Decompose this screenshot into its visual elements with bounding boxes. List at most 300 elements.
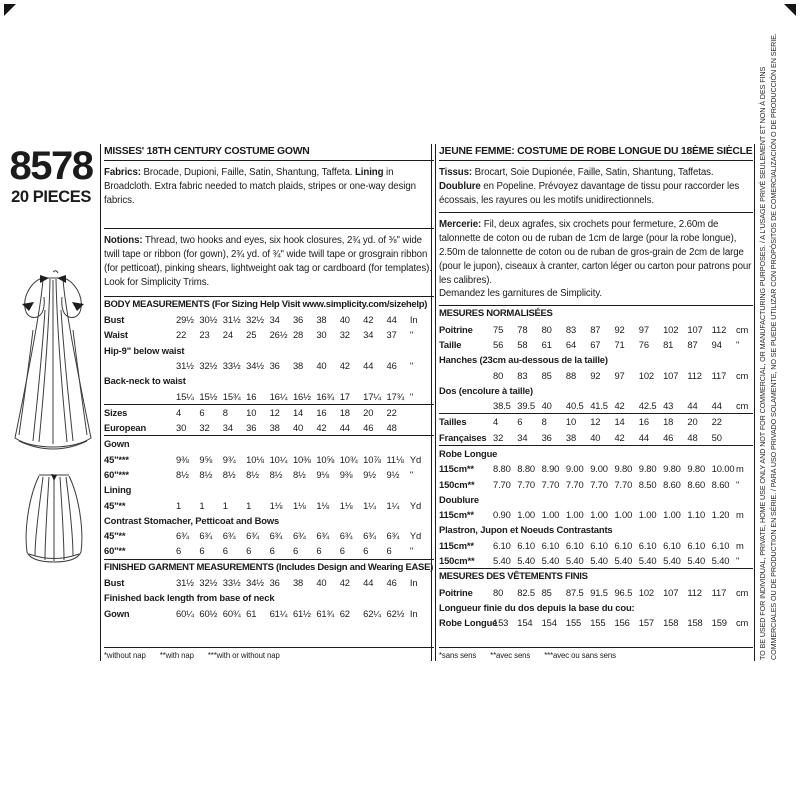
row-value: 78 bbox=[517, 323, 528, 335]
row-value: 44 bbox=[711, 400, 722, 412]
mercerie-demandez-line: Demandez les garnitures de Simplicity. bbox=[439, 288, 602, 300]
row-value: 38 bbox=[565, 431, 577, 443]
row-value: 9.80 bbox=[687, 463, 706, 475]
row-value: 61¾ bbox=[316, 607, 335, 619]
row-value: 34 bbox=[517, 431, 528, 443]
row-value: 26½ bbox=[269, 329, 288, 341]
row-label: 45"** bbox=[104, 530, 126, 542]
row-value: 40 bbox=[590, 431, 601, 443]
row-value: 40 bbox=[339, 314, 350, 326]
row-value: 62 bbox=[339, 607, 350, 619]
row-value: 16 bbox=[638, 416, 649, 428]
row-value: 6 bbox=[316, 545, 322, 557]
row-value: 40 bbox=[316, 577, 327, 589]
row-label: Françaises bbox=[439, 431, 487, 443]
row-value: 20 bbox=[363, 406, 374, 418]
row-value: 6¾ bbox=[316, 530, 330, 542]
row-value: 30½ bbox=[199, 314, 218, 326]
table-section: MESURES NORMALISÉES bbox=[439, 305, 753, 321]
row-value: 5.40 bbox=[493, 555, 511, 567]
table-subhead: Doublure bbox=[439, 493, 479, 505]
row-value: 9.00 bbox=[590, 463, 608, 475]
row-value: 42 bbox=[316, 422, 327, 434]
row-value: 32½ bbox=[246, 314, 264, 326]
row-value: 6.10 bbox=[663, 539, 681, 551]
row-value: 85 bbox=[541, 586, 552, 598]
row-value: 32 bbox=[339, 329, 350, 341]
row-value: 16¾ bbox=[316, 390, 335, 402]
row-value: 6.10 bbox=[590, 539, 608, 551]
row-value: 10.00 bbox=[711, 463, 735, 475]
row-value: 34 bbox=[363, 329, 374, 341]
french-title: JEUNE FEMME: COSTUME DE ROBE LONGUE DU 18ÈME SIÈCLE bbox=[439, 146, 753, 161]
row-value: 12 bbox=[590, 416, 601, 428]
row-unit: " bbox=[409, 545, 414, 557]
table-subhead: Dos (encolure à taille) bbox=[439, 384, 533, 396]
row-value: 9.80 bbox=[663, 463, 681, 475]
row-value: 6 bbox=[199, 406, 205, 418]
row-value: 32 bbox=[199, 422, 210, 434]
row-value: 9⅜ bbox=[176, 453, 189, 465]
row-value: 96.5 bbox=[614, 586, 633, 598]
tissus-lead: Tissus: bbox=[439, 167, 473, 178]
row-value: 42 bbox=[614, 431, 625, 443]
row-value: 1¼ bbox=[386, 499, 400, 511]
row-value: 12 bbox=[269, 406, 280, 418]
row-value: 8 bbox=[222, 406, 228, 418]
row-unit: cm bbox=[735, 617, 749, 629]
row-value: 8.60 bbox=[663, 478, 681, 490]
row-value: 58 bbox=[517, 338, 528, 350]
table-row bbox=[104, 327, 434, 342]
row-value: 75 bbox=[493, 323, 504, 335]
row-value: 44 bbox=[363, 359, 374, 371]
table-subhead: Gown bbox=[104, 435, 434, 451]
row-value: 4 bbox=[176, 406, 182, 418]
row-value: 10 bbox=[565, 416, 577, 428]
row-value: 94 bbox=[711, 338, 722, 350]
row-value: 14 bbox=[614, 416, 625, 428]
table-row bbox=[439, 461, 753, 476]
row-value: 1.00 bbox=[517, 509, 535, 521]
row-value: 22 bbox=[176, 329, 187, 341]
row-value: 31½ bbox=[222, 314, 241, 326]
row-value: 5.40 bbox=[614, 555, 633, 567]
row-value: 80 bbox=[493, 586, 504, 598]
row-value: 38 bbox=[316, 314, 327, 326]
row-value: 9.80 bbox=[638, 463, 657, 475]
row-value: 6.10 bbox=[687, 539, 706, 551]
row-value: 8½ bbox=[176, 468, 189, 480]
table-row bbox=[104, 528, 434, 543]
row-value: 6 bbox=[517, 416, 523, 428]
row-value: 33½ bbox=[222, 359, 241, 371]
row-value: 50 bbox=[711, 431, 722, 443]
row-unit: cm bbox=[735, 369, 749, 381]
row-value: 38 bbox=[292, 577, 304, 589]
row-value: 97 bbox=[638, 323, 649, 335]
row-value: 29½ bbox=[176, 314, 194, 326]
row-unit: cm bbox=[735, 400, 749, 412]
row-value: 67 bbox=[590, 338, 601, 350]
row-value: 41.5 bbox=[590, 400, 608, 412]
pattern-number: 8578 bbox=[9, 144, 93, 188]
row-label: 115cm** bbox=[439, 539, 474, 551]
row-value: 80 bbox=[541, 323, 552, 335]
table-row bbox=[439, 367, 753, 382]
gown-back-view-drawing bbox=[9, 270, 97, 458]
row-value: 7.70 bbox=[590, 478, 608, 490]
table-subhead: Robe Longue bbox=[439, 445, 753, 461]
table-subhead: Hip-9" below waist bbox=[104, 344, 185, 356]
row-value: 159 bbox=[711, 617, 727, 629]
row-value: 9.00 bbox=[565, 463, 584, 475]
row-unit: In bbox=[409, 577, 418, 589]
row-value: 28 bbox=[292, 329, 304, 341]
footnote-item: ***avec ou sans sens bbox=[544, 651, 616, 660]
row-unit: m bbox=[735, 463, 744, 475]
row-value: 10¼ bbox=[269, 453, 288, 465]
row-value: 0.90 bbox=[493, 509, 511, 521]
row-value: 6¾ bbox=[269, 530, 283, 542]
row-value: 36 bbox=[541, 431, 552, 443]
row-value: 17¾ bbox=[386, 390, 405, 402]
row-value: 43 bbox=[663, 400, 674, 412]
row-value: 6¾ bbox=[292, 530, 306, 542]
row-value: 42 bbox=[363, 314, 374, 326]
row-value: 6.10 bbox=[565, 539, 584, 551]
row-value: 38.5 bbox=[493, 400, 511, 412]
fabrics-lead: Fabrics: bbox=[104, 167, 141, 178]
row-unit: Yd bbox=[409, 453, 422, 465]
row-value: 38 bbox=[269, 422, 280, 434]
row-value: 1⅛ bbox=[316, 499, 330, 511]
row-value: 46 bbox=[363, 422, 374, 434]
row-value: 22 bbox=[386, 406, 397, 418]
table-subhead: Longueur finie du dos depuis la base du cou: bbox=[439, 601, 635, 613]
row-label: 60"*** bbox=[104, 468, 129, 480]
row-value: 92 bbox=[614, 323, 625, 335]
row-value: 76 bbox=[638, 338, 649, 350]
row-value: 17¼ bbox=[363, 390, 381, 402]
row-value: 6 bbox=[199, 545, 205, 557]
table-row bbox=[439, 615, 753, 630]
row-value: 38 bbox=[292, 359, 304, 371]
row-value: 60¾ bbox=[222, 607, 241, 619]
row-unit: m bbox=[735, 539, 744, 551]
row-value: 10⅞ bbox=[363, 453, 381, 465]
row-value: 8½ bbox=[292, 468, 306, 480]
row-value: 102 bbox=[663, 323, 679, 335]
row-label: 150cm** bbox=[439, 555, 475, 567]
row-value: 32½ bbox=[199, 577, 218, 589]
row-value: 30 bbox=[176, 422, 187, 434]
row-value: 9¾ bbox=[222, 453, 236, 465]
row-unit: " bbox=[735, 555, 740, 567]
table-row bbox=[439, 476, 753, 491]
row-value: 102 bbox=[638, 586, 654, 598]
row-value: 24 bbox=[222, 329, 233, 341]
row-value: 39.5 bbox=[517, 400, 535, 412]
row-value: 8 bbox=[541, 416, 547, 428]
table-row bbox=[439, 413, 753, 429]
table-row bbox=[104, 606, 434, 621]
row-unit: " bbox=[409, 329, 414, 341]
row-label: Gown bbox=[104, 607, 130, 619]
row-value: 6 bbox=[222, 545, 228, 557]
row-value: 8.60 bbox=[711, 478, 730, 490]
row-value: 44 bbox=[638, 431, 649, 443]
row-value: 16 bbox=[246, 390, 257, 402]
row-value: 6¾ bbox=[386, 530, 400, 542]
footnote-item: **avec sens bbox=[490, 651, 531, 660]
table-row bbox=[439, 507, 753, 522]
row-value: 5.40 bbox=[590, 555, 608, 567]
mercerie-text: Fil, deux agrafes, six crochets pour fermeture, 2.60m de talonnette de coton ou de ruban de 1cm de large (pour la robe longue), 2.50m de talonnette de coton ou de ruban de gros-grain de 2cm de large (pour le jupon), ciseaux à cranter, carton léger ou carton pour patrons pour les calibres). bbox=[439, 219, 752, 286]
french-footnote bbox=[439, 647, 753, 660]
row-value: 44 bbox=[687, 400, 698, 412]
footnote-item: **with nap bbox=[159, 651, 194, 660]
row-value: 82.5 bbox=[517, 586, 535, 598]
row-value: 42 bbox=[339, 577, 350, 589]
row-unit: " bbox=[409, 468, 414, 480]
row-value: 9½ bbox=[386, 468, 400, 480]
petticoat-back-view-drawing bbox=[21, 468, 87, 564]
french-column bbox=[439, 146, 753, 660]
row-value: 1.00 bbox=[638, 509, 657, 521]
row-value: 6.10 bbox=[638, 539, 657, 551]
row-value: 64 bbox=[565, 338, 577, 350]
row-label: European bbox=[104, 422, 147, 434]
tissus-text: Brocart, Soie Dupionée, Faille, Satin, Shantung, Taffetas. bbox=[472, 167, 714, 178]
row-value: 6¾ bbox=[363, 530, 376, 542]
row-value: 10¾ bbox=[339, 453, 358, 465]
row-unit: " bbox=[409, 390, 414, 402]
row-value: 9½ bbox=[363, 468, 376, 480]
row-value: 40 bbox=[292, 422, 304, 434]
column-rule-left bbox=[100, 144, 101, 661]
corner-mark-top-left-icon bbox=[4, 4, 16, 16]
row-value: 1 bbox=[246, 499, 252, 511]
row-value: 7.70 bbox=[565, 478, 584, 490]
row-unit: In bbox=[409, 314, 418, 326]
table-row bbox=[439, 585, 753, 600]
row-value: 42 bbox=[614, 400, 625, 412]
row-value: 92 bbox=[590, 369, 601, 381]
row-value: 7.70 bbox=[517, 478, 535, 490]
row-value: 6.10 bbox=[517, 539, 535, 551]
row-value: 7.70 bbox=[541, 478, 560, 490]
row-unit: cm bbox=[735, 323, 749, 335]
row-value: 31½ bbox=[176, 359, 194, 371]
english-title: MISSES' 18TH CENTURY COSTUME GOWN bbox=[104, 146, 434, 161]
row-value: 153 bbox=[493, 617, 509, 629]
legal-notice-line-1: TO BE USED FOR INDIVIDUAL, PRIVATE, HOME USE ONLY AND NOT FOR COMMERCIAL, OR MANUFACTURING PURPOSES. / A L'USAGE PRIVÉ SEULEMENT ET NON À DES FINS bbox=[758, 66, 767, 660]
row-value: 157 bbox=[638, 617, 654, 629]
row-unit: Yd bbox=[409, 530, 422, 542]
row-value: 1.20 bbox=[711, 509, 730, 521]
row-value: 117 bbox=[711, 586, 727, 598]
row-value: 8.80 bbox=[517, 463, 535, 475]
row-value: 34½ bbox=[246, 577, 264, 589]
row-value: 42 bbox=[339, 359, 350, 371]
row-value: 46 bbox=[663, 431, 674, 443]
table-subhead: Contrast Stomacher, Petticoat and Bows bbox=[104, 514, 280, 526]
row-unit: m bbox=[735, 509, 744, 521]
row-value: 16¼ bbox=[269, 390, 288, 402]
row-value: 48 bbox=[687, 431, 698, 443]
row-value: 61¼ bbox=[269, 607, 288, 619]
row-value: 44 bbox=[339, 422, 350, 434]
row-value: 25 bbox=[246, 329, 257, 341]
table-subhead: Hanches (23cm au-dessous de la taille) bbox=[439, 354, 608, 366]
row-value: 1⅛ bbox=[292, 499, 306, 511]
table-row bbox=[104, 358, 434, 373]
table-row bbox=[104, 388, 434, 403]
row-value: 32½ bbox=[199, 359, 218, 371]
row-value: 40 bbox=[316, 359, 327, 371]
row-value: 6 bbox=[246, 545, 252, 557]
row-value: 8.90 bbox=[541, 463, 560, 475]
row-label: 45"** bbox=[104, 499, 126, 511]
row-label: Bust bbox=[104, 577, 125, 589]
row-value: 9.80 bbox=[614, 463, 633, 475]
row-value: 1⅛ bbox=[269, 499, 283, 511]
row-value: 62½ bbox=[386, 607, 405, 619]
row-unit: Yd bbox=[409, 499, 422, 511]
row-value: 6.10 bbox=[711, 539, 730, 551]
row-value: 6.10 bbox=[493, 539, 511, 551]
row-value: 15¾ bbox=[222, 390, 241, 402]
row-value: 87 bbox=[687, 338, 698, 350]
row-value: 107 bbox=[663, 369, 679, 381]
row-label: 115cm** bbox=[439, 509, 474, 521]
row-value: 6 bbox=[386, 545, 392, 557]
row-value: 154 bbox=[541, 617, 557, 629]
row-value: 5.40 bbox=[711, 555, 730, 567]
fabrics-lining-word: Lining bbox=[354, 167, 384, 178]
table-row bbox=[104, 312, 434, 327]
row-label: Sizes bbox=[104, 406, 128, 418]
row-label: 60"** bbox=[104, 545, 126, 557]
row-value: 6 bbox=[339, 545, 345, 557]
row-value: 4 bbox=[493, 416, 499, 428]
row-value: 23 bbox=[199, 329, 210, 341]
row-value: 18 bbox=[663, 416, 674, 428]
row-value: 32 bbox=[493, 431, 504, 443]
row-value: 14 bbox=[292, 406, 304, 418]
row-value: 85 bbox=[541, 369, 552, 381]
row-value: 6¾ bbox=[339, 530, 353, 542]
table-row bbox=[104, 420, 434, 435]
row-value: 91.5 bbox=[590, 586, 608, 598]
row-value: 6¾ bbox=[246, 530, 259, 542]
footnote-item: ***with or without nap bbox=[207, 651, 280, 660]
row-value: 6 bbox=[292, 545, 299, 557]
table-subhead: Lining bbox=[104, 484, 132, 496]
row-value: 10⅝ bbox=[316, 453, 335, 465]
fabrics-paragraph bbox=[104, 161, 434, 229]
row-value: 112 bbox=[687, 369, 702, 381]
row-value: 60½ bbox=[199, 607, 218, 619]
row-value: 5.40 bbox=[687, 555, 706, 567]
row-value: 15½ bbox=[199, 390, 218, 402]
table-section: BODY MEASUREMENTS (For Sizing Help Visit www.simplicity.com/sizehelp) bbox=[104, 296, 434, 312]
table-row bbox=[439, 337, 753, 352]
row-value: 34 bbox=[222, 422, 233, 434]
row-value: 9⅛ bbox=[316, 468, 330, 480]
row-value: 6¾ bbox=[176, 530, 189, 542]
row-value: 6.10 bbox=[541, 539, 560, 551]
fabrics-text-2: in Broadcloth. Extra fabric needed to match plaids, stripes or one-way design fabrics. bbox=[104, 167, 416, 206]
row-value: 8.80 bbox=[493, 463, 511, 475]
row-value: 48 bbox=[386, 422, 397, 434]
row-value: 46 bbox=[386, 359, 397, 371]
row-value: 71 bbox=[614, 338, 625, 350]
row-value: 8.60 bbox=[687, 478, 706, 490]
pattern-id-block bbox=[4, 146, 98, 207]
row-value: 40.5 bbox=[565, 400, 584, 412]
row-value: 1.00 bbox=[614, 509, 633, 521]
row-value: 155 bbox=[590, 617, 606, 629]
petticoat-back-view-icon bbox=[21, 468, 87, 564]
row-value: 10⅛ bbox=[246, 453, 264, 465]
row-value: 6 bbox=[176, 545, 182, 557]
row-value: 117 bbox=[711, 369, 727, 381]
table-row bbox=[104, 497, 434, 512]
row-label: Robe Longue bbox=[439, 617, 498, 629]
row-value: 112 bbox=[687, 586, 702, 598]
row-value: 20 bbox=[687, 416, 698, 428]
english-footnote bbox=[104, 647, 434, 660]
row-value: 102 bbox=[638, 369, 654, 381]
row-label: Poitrine bbox=[439, 323, 473, 335]
table-row bbox=[439, 430, 753, 445]
row-value: 8½ bbox=[222, 468, 236, 480]
row-value: 36 bbox=[269, 577, 280, 589]
row-value: 62¼ bbox=[363, 607, 381, 619]
row-value: 83 bbox=[517, 369, 528, 381]
row-value: 1.00 bbox=[541, 509, 560, 521]
row-unit: " bbox=[409, 359, 414, 371]
row-value: 80 bbox=[493, 369, 504, 381]
row-value: 81 bbox=[663, 338, 674, 350]
row-value: 22 bbox=[711, 416, 722, 428]
row-value: 1 bbox=[222, 499, 228, 511]
table-row bbox=[439, 553, 753, 568]
row-value: 60¼ bbox=[176, 607, 194, 619]
row-value: 6¾ bbox=[222, 530, 236, 542]
row-value: 36 bbox=[269, 359, 280, 371]
table-row bbox=[439, 538, 753, 553]
tissus-doublure-word: Doublure bbox=[439, 180, 481, 192]
row-value: 87 bbox=[590, 323, 601, 335]
row-value: 17 bbox=[339, 390, 350, 402]
row-value: 34½ bbox=[246, 359, 264, 371]
row-value: 1.00 bbox=[565, 509, 584, 521]
row-value: 5.40 bbox=[565, 555, 584, 567]
table-subhead: Finished back length from base of neck bbox=[104, 592, 275, 604]
row-value: 34 bbox=[269, 314, 280, 326]
row-value: 158 bbox=[663, 617, 679, 629]
row-value: 9⅝ bbox=[199, 453, 213, 465]
row-value: 8½ bbox=[246, 468, 259, 480]
notions-paragraph bbox=[104, 229, 434, 295]
row-value: 1.10 bbox=[687, 509, 706, 521]
row-value: 18 bbox=[339, 406, 350, 418]
fabrics-text: Brocade, Dupioni, Faille, Satin, Shantung, Taffeta. bbox=[140, 167, 355, 178]
row-value: 46 bbox=[386, 577, 397, 589]
